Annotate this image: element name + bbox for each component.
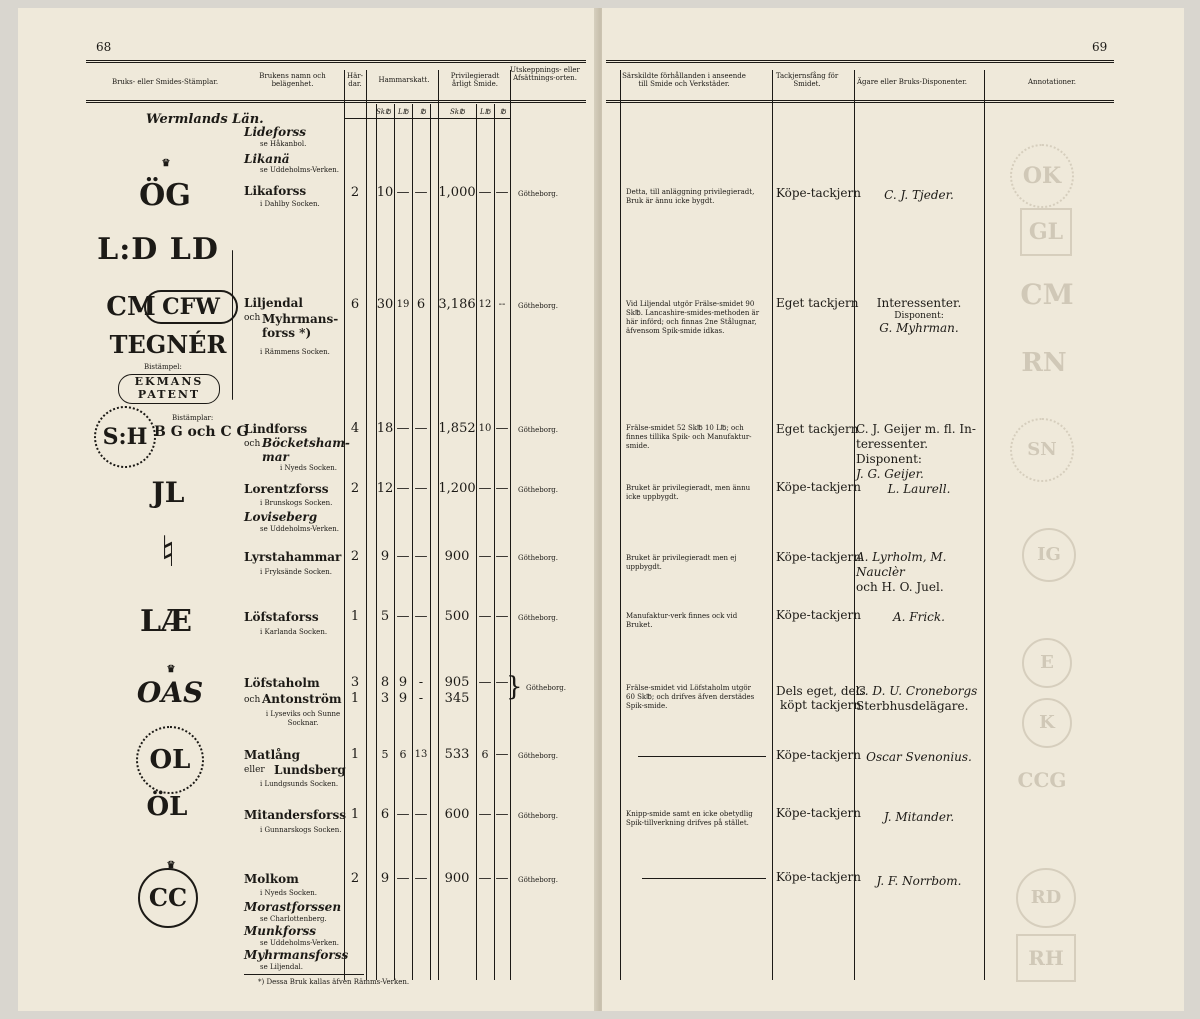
owner-name: J. F. Norrbom.: [876, 874, 962, 888]
stamp-tegner: TEGNÉR: [109, 330, 227, 359]
cell-hardar: 2: [350, 871, 360, 886]
cell-u: -: [418, 691, 424, 706]
stamp-cm: CM: [106, 292, 156, 322]
cell-p-u: —: [495, 609, 509, 624]
cell-u: —: [414, 807, 428, 822]
works-location: i Lundgsunds Socken.: [260, 780, 339, 788]
cell-tackjern: Köpe-tackjern: [776, 480, 861, 494]
cell-hardar: 4: [350, 421, 360, 436]
cell-sk: 3: [380, 691, 390, 706]
col-rule: [376, 104, 377, 980]
cell-tackjern: köpt tackjern: [780, 698, 862, 712]
lyre-icon: ♮: [160, 527, 176, 576]
col-rule: [438, 70, 439, 980]
right-page: [602, 8, 1184, 1011]
stamp-jl: JL: [151, 476, 185, 509]
cell-lb: 9: [398, 691, 408, 706]
cell-p-u: —: [495, 871, 509, 886]
cell-lb: —: [396, 481, 410, 496]
cell-sk: 30: [376, 297, 394, 312]
stamp-ol: OL: [136, 726, 204, 794]
cell-port: Götheborg.: [518, 554, 559, 562]
cell-p-lb: —: [478, 185, 492, 200]
stamp-ekmans-patent: EKMANS PATENT: [118, 374, 220, 404]
cell-p-sk: 533: [444, 747, 470, 762]
cell-p-u: --: [498, 299, 506, 310]
cell-lb: —: [396, 871, 410, 886]
cell-note: Detta, till anläggning privilegieradt, Bruk är ännu icke bygdt.: [626, 188, 755, 205]
cell-note: Bruket är privilegieradt, men ännu icke uppbygdt.: [626, 484, 751, 501]
cell-lb: —: [396, 609, 410, 624]
cell-port: Götheborg.: [518, 190, 559, 198]
footnote: *) Dessa Bruk kallas äfven Rämms-Verken.: [258, 978, 410, 986]
cell-note: Bruket är privilegieradt men ej uppbygdt.: [626, 554, 737, 571]
cell-p-lb: —: [478, 609, 492, 624]
cell-owner: [856, 810, 982, 825]
col-rule: [620, 70, 621, 980]
cell-owner: [856, 422, 986, 482]
cell-sk: 18: [376, 421, 394, 436]
cell-note: Frälse-smidet 52 Sk℔ 10 L℔; och finnes tillika Spik- och Manufaktur-smide.: [626, 424, 752, 450]
cell-p-sk: 345: [444, 691, 470, 706]
page-number-right: 69: [1092, 40, 1108, 54]
cell-p-lb: 12: [478, 299, 492, 310]
subheader-lb: L℔: [398, 108, 409, 116]
bistampel-label: Bistämpel:: [144, 363, 182, 371]
col-rule: [476, 104, 477, 980]
bleed-through-stamp: RH: [1016, 934, 1076, 982]
owner-line: Disponent:: [894, 311, 944, 321]
works-name-secondary: Böcketsham-mar: [262, 436, 350, 464]
works-location: i Brunskogs Socken.: [260, 499, 333, 507]
owner-line: Interessenter.: [876, 296, 962, 310]
works-name: Löfstaforss: [244, 610, 319, 624]
cell-owner: [856, 750, 982, 765]
cell-owner: [856, 550, 986, 595]
cell-p-lb: 10: [478, 423, 492, 434]
works-location: i Nyeds Socken.: [280, 464, 338, 472]
cell-sk: 8: [380, 675, 390, 690]
header-bottom-rule: [86, 100, 586, 103]
works-name: Liljendal: [244, 296, 303, 310]
subheader-p-lb: L℔: [480, 108, 491, 116]
cell-sk: 10: [376, 185, 394, 200]
works-name: Loviseberg: [244, 510, 318, 524]
cell-lb: —: [396, 185, 410, 200]
col-rule: [344, 70, 345, 980]
crown-icon: ♛: [166, 664, 176, 675]
stamp-lae: LÆ: [139, 604, 193, 639]
cell-p-u: —: [495, 807, 509, 822]
cell-tackjern: Köpe-tackjern: [776, 806, 861, 820]
cell-p-u: —: [495, 675, 509, 690]
crown-icon: ♛: [161, 158, 171, 169]
cell-p-sk: 3,186: [438, 297, 476, 312]
cell-hardar: 2: [350, 185, 360, 200]
works-location: i Nyeds Socken.: [260, 889, 318, 897]
cell-tackjern: Eget tackjern: [776, 296, 859, 310]
cell-p-sk: 900: [444, 871, 470, 886]
cell-owner: [856, 684, 986, 714]
cell-port: Götheborg.: [518, 752, 559, 760]
works-location: se Uddeholms-Verken.: [260, 939, 340, 947]
works-location: se Uddeholms-Verken.: [260, 166, 340, 174]
bleed-through-stamp: IG: [1022, 528, 1076, 582]
subheader-u: ℔: [420, 108, 426, 116]
cell-lb: —: [396, 807, 410, 822]
cell-port: Götheborg.: [518, 426, 559, 434]
cell-note: Vid Liljendal utgör Frälse-smidet 90 Sk℔. Lancashire-smides-methoden är här införd; och finnas 2ne Stålugnar, äfvensom Spik-smide idkas.: [626, 300, 760, 335]
cell-port: Götheborg.: [518, 486, 559, 494]
owner-line: G. Myhrman.: [879, 321, 959, 335]
top-rule: [606, 60, 1114, 63]
cell-lb: —: [396, 421, 410, 436]
works-location: i Fryksände Socken.: [260, 568, 333, 576]
cell-port: Götheborg.: [518, 614, 559, 622]
cell-u: —: [414, 609, 428, 624]
cell-hardar: 1: [350, 807, 360, 822]
owner-name: C. J. Tjeder.: [884, 188, 954, 202]
cell-tackjern: Köpe-tackjern: [776, 550, 861, 564]
owner-line: Sterbhusdelägare.: [856, 699, 969, 713]
subheader-sk: Sk℔: [376, 108, 391, 116]
cell-sk: 9: [380, 549, 390, 564]
subheader-p-u: ℔: [500, 108, 506, 116]
header-hardar: Här-dar.: [347, 72, 363, 88]
bleed-through-stamp: RN: [1021, 348, 1067, 378]
cell-p-u: —: [495, 421, 509, 436]
col-rule: [430, 104, 431, 980]
cell-tackjern: Eget tackjern: [776, 422, 859, 436]
header-privilegierat: Privilegieradt årligt Smide.: [450, 72, 500, 88]
cell-owner: [856, 296, 982, 336]
cell-tackjern: Dels eget, dels: [776, 684, 866, 698]
header-utskeppning: Utskeppnings- eller Afsättnings-orten.: [510, 66, 580, 82]
owner-line: A. Lyrholm, M. Nauclèr: [856, 550, 947, 579]
top-rule: [86, 60, 586, 63]
works-och: och: [244, 439, 261, 449]
col-rule: [366, 70, 367, 980]
owner-line: C. D. U. Croneborgs: [856, 684, 978, 698]
col-rule: [412, 104, 413, 980]
cell-sk: 9: [380, 871, 390, 886]
footnote-rule: [244, 974, 364, 975]
col-rule: [494, 104, 495, 980]
cell-p-sk: 1,200: [438, 481, 476, 496]
subheader-p-sk: Sk℔: [450, 108, 465, 116]
cell-p-sk: 1,000: [438, 185, 476, 200]
works-name: Lorentzforss: [244, 482, 329, 496]
header-name: Brukens namn och belägenhet.: [259, 72, 326, 88]
cell-tackjern: Köpe-tackjern: [776, 608, 861, 622]
header-annotations: Annotationer.: [1028, 78, 1076, 86]
works-location: se Charlottenberg.: [260, 915, 327, 923]
stamp-og: ÖG: [139, 178, 191, 213]
works-name: Löfstaholm: [244, 676, 320, 690]
stamp-bg-cg: B G och C G: [154, 424, 249, 440]
owner-line: och H. O. Juel.: [856, 580, 944, 594]
header-notes: Särskildte förhållanden i anseende till Smide och Verkstäder.: [622, 72, 746, 88]
stamp-ld: L:D LD: [97, 232, 219, 267]
cell-tackjern: Köpe-tackjern: [776, 748, 861, 762]
header-stamps: Bruks- eller Smides-Stämplar.: [111, 78, 219, 86]
cell-hardar: 1: [350, 747, 360, 762]
stamp-ol-crossed: ÖL: [146, 792, 188, 822]
cell-u: —: [414, 871, 428, 886]
cell-p-u: —: [495, 747, 509, 762]
works-name: Lindforss: [244, 422, 308, 436]
works-name: Mitandersforss: [244, 808, 346, 822]
cell-note: Knipp-smide samt en icke obetydlig Spik-tillverkning drifves på stället.: [626, 810, 753, 827]
cell-p-u: —: [495, 549, 509, 564]
cell-tackjern: Köpe-tackjern: [776, 870, 861, 884]
col-rule: [394, 104, 395, 980]
bleed-through-stamp: RD: [1016, 868, 1076, 928]
works-och: och: [244, 313, 261, 323]
cell-hardar: 1: [350, 609, 360, 624]
cell-p-sk: 500: [444, 609, 470, 624]
cell-lb: 6: [399, 748, 407, 761]
bleed-through-stamp: E: [1022, 638, 1072, 688]
cell-u: —: [414, 549, 428, 564]
col-rule: [984, 70, 985, 980]
owner-name: Oscar Svenonius.: [866, 750, 972, 764]
cell-u: —: [414, 481, 428, 496]
bleed-through-stamp: GL: [1020, 208, 1072, 256]
works-name: Molkom: [244, 872, 299, 886]
cell-sk: 5: [381, 748, 389, 761]
cell-u: —: [414, 185, 428, 200]
works-name: Morastforssen: [244, 900, 342, 914]
cell-hardar: 1: [350, 691, 360, 706]
cell-lb: 19: [396, 299, 410, 310]
bleed-through-stamp: CM: [1020, 278, 1074, 311]
cell-lb: 9: [398, 675, 408, 690]
cell-p-lb: —: [478, 549, 492, 564]
cell-note: Manufaktur-verk finnes ock vid Bruket.: [626, 612, 738, 629]
header-owner: Ägare eller Bruks-Disponenter.: [856, 78, 967, 86]
cell-u: 6: [416, 297, 426, 312]
owner-line: teressenter. Disponent:: [856, 437, 929, 466]
owner-name: L. Laurell.: [887, 482, 951, 496]
owner-name: A. Frick.: [892, 610, 945, 624]
brace: }: [506, 672, 523, 702]
cell-u: -: [418, 675, 424, 690]
cell-hardar: 2: [350, 481, 360, 496]
owner-line: J. G. Geijer.: [856, 467, 924, 481]
cell-p-lb: —: [478, 807, 492, 822]
header-bottom-rule: [606, 100, 1114, 103]
works-location: i Dahlby Socken.: [260, 200, 320, 208]
works-location: se Liljendal.: [260, 963, 304, 971]
works-location: se Håkanbol.: [260, 140, 307, 148]
works-location: se Uddeholms-Verken.: [260, 525, 340, 533]
works-location: i Rämmens Socken.: [260, 348, 330, 356]
bleed-through-stamp: CCG: [1017, 768, 1067, 792]
cell-p-sk: 1,852: [438, 421, 476, 436]
stamp-sh: S:H: [94, 406, 156, 468]
bleed-through-stamp: SN: [1010, 418, 1074, 482]
works-och: och: [244, 695, 261, 705]
col-rule: [510, 70, 511, 980]
works-name: Matlång: [244, 748, 301, 762]
page-number-left: 68: [96, 40, 112, 54]
works-location: i Gunnarskogs Socken.: [260, 826, 342, 834]
cell-p-u: —: [495, 481, 509, 496]
cell-p-lb: —: [478, 481, 492, 496]
works-name: Lyrstahammar: [244, 550, 342, 564]
cell-owner: [856, 610, 982, 625]
stamp-cc: CC: [138, 868, 198, 928]
bistamplar-label: Bistämplar:: [172, 414, 214, 422]
cell-sk: 5: [380, 609, 390, 624]
cell-p-lb: —: [478, 871, 492, 886]
cell-p-sk: 600: [444, 807, 470, 822]
left-page: [18, 8, 598, 1011]
works-name: Likaforss: [244, 184, 307, 198]
cell-u: —: [414, 421, 428, 436]
cell-port: Götheborg.: [518, 876, 559, 884]
bleed-through-stamp: OK: [1010, 144, 1074, 208]
col-rule: [854, 70, 855, 980]
cell-tackjern: Köpe-tackjern: [776, 186, 861, 200]
cell-p-lb: 6: [481, 748, 489, 761]
cell-u: 13: [414, 749, 428, 760]
works-name: Munkforss: [244, 924, 317, 938]
county-title: Wermlands Län.: [146, 112, 264, 127]
cell-p-lb: —: [478, 675, 492, 690]
blank-note-rule: [638, 756, 766, 757]
cell-owner: [856, 482, 982, 497]
works-eller: eller: [244, 765, 265, 775]
cell-owner: [856, 188, 982, 203]
blank-note-rule: [642, 878, 766, 879]
col-rule: [772, 70, 773, 980]
cell-sk: 12: [376, 481, 394, 496]
works-name-secondary: Lundsberg: [274, 763, 346, 777]
stamp-oas: OAS: [136, 676, 204, 709]
cell-port: Götheborg.: [526, 684, 567, 692]
works-location: i Lyseviks och Sunne Socknar.: [265, 710, 341, 727]
works-name-secondary: Myhrmans-forss *): [262, 312, 339, 340]
owner-name: J. Mitander.: [883, 810, 955, 824]
subheader-rule: [344, 118, 510, 119]
cell-port: Götheborg.: [518, 812, 559, 820]
cell-hardar: 6: [350, 297, 360, 312]
cell-hardar: 2: [350, 549, 360, 564]
cell-sk: 6: [380, 807, 390, 822]
cell-owner: [856, 874, 982, 889]
cell-lb: —: [396, 549, 410, 564]
crown-icon: ♛: [166, 860, 176, 871]
cell-hardar: 3: [350, 675, 360, 690]
cell-port: Götheborg.: [518, 302, 559, 310]
owner-line: C. J. Geijer m. fl. In-: [856, 422, 976, 436]
cell-p-sk: 905: [444, 675, 470, 690]
works-name: Likanä: [244, 152, 290, 166]
works-location: i Karlanda Socken.: [260, 628, 328, 636]
cell-p-sk: 900: [444, 549, 470, 564]
bleed-through-stamp: K: [1022, 698, 1072, 748]
works-name: Myhrmansforss: [244, 948, 349, 962]
stamp-cfw: CFW: [144, 290, 238, 324]
header-tackjern: Tackjernsfång för Smidet.: [775, 72, 839, 88]
cell-p-u: —: [495, 185, 509, 200]
cell-note: Frälse-smidet vid Löfstaholm utgör 60 Sk℔; och drifves äfven derstädes Spik-smide.: [626, 684, 755, 710]
brace: [232, 250, 233, 400]
works-name-secondary: Antonström: [262, 692, 342, 706]
book-spread: [18, 8, 1184, 1011]
works-name: Lideforss: [244, 125, 307, 139]
header-hammarskatt: Hammarskatt.: [378, 76, 430, 84]
